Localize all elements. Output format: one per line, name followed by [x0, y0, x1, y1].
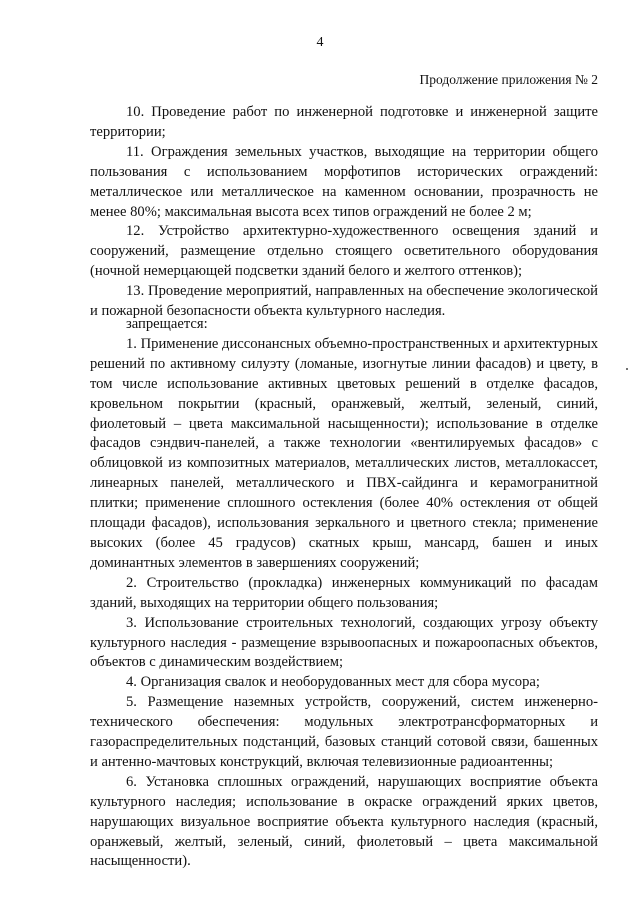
allowed-item-12: 12. Устройство архитектурно-художественного освещения зданий и сооружений, размещение отдельно стоящего осветительного оборудования (ночной немерцающей подсветки зданий белого и желтого оттенков); [90, 223, 598, 280]
allowed-items-section [90, 103, 598, 322]
page-number: 4 [316, 35, 324, 50]
prohibited-item-4: 4. Организация свалок и необорудованных мест для сбора мусора; [126, 674, 540, 691]
prohibited-item-5: 5. Размещение наземных устройств, сооружений, систем инженерно-технического обеспечения: модульных электротрансформаторных и газораспределительных подстанций, базовых станций сотовой связи, башенных и антенно-мачтовых конструкций, включая телевизионные радиоантенны; [90, 694, 598, 770]
allowed-item-11: 11. Ограждения земельных участков, выходящие на территории общего пользования с использованием морфотипов исторических ограждений: металлическое или металлическое на каменном основании, прозрачность не менее 80%; максимальная высота всех типов ограждений не более 2 м; [90, 143, 598, 220]
appendix-continuation-note: Продолжение приложения № 2 [419, 72, 598, 87]
prohibited-heading: запрещается: [126, 316, 208, 332]
prohibited-item-1: 1. Применение диссонансных объемно-пространственных и архитектурных решений по активному силуэту (ломаные, изогнутые линии фасадов) и цвету, в том числе использование активных цветовых решений в отделке фасадов, кровельном покрытии (красный, оранжевый, желтый, зеленый, синий, фиолетовый – цвета максимальной насыщенности); использование в отделке фасадов сэндвич-панелей, а также технологии «вентилируемых фасадов» с облицовкой из композитных материалов, металлических листов, металлокассет, линеарных панелей, металлического и ПВХ-сайдинга и керамогранитной плитки; применение сплошного остекления (более 40% остекления от общей площади фасадов), использования зеркального и цветного стекла; применение высоких (более 45 градусов) скатных крыш, мансард, башен и иных доминантных элементов в завершениях сооружений; [90, 335, 598, 571]
prohibited-items-section [90, 315, 598, 872]
margin-speck [626, 368, 628, 370]
allowed-item-10: 10. Проведение работ по инженерной подготовке и инженерной защите территории; [90, 104, 598, 140]
prohibited-item-3: 3. Использование строительных технологий, создающих угрозу объекту культурного наследия - размещение взрывоопасных и пожароопасных объектов, объектов с динамическим воздействием; [90, 614, 598, 671]
prohibited-item-6: 6. Установка сплошных ограждений, нарушающих восприятие объекта культурного наследия; использование в окраске ограждений ярких цветов, нарушающих визуальное восприятие объекта культурного наследия (красный, оранжевый, желтый, зеленый, синий, фиолетовый – цвета максимальной насыщенности). [90, 773, 598, 870]
allowed-item-13: 13. Проведение мероприятий, направленных на обеспечение экологической и пожарной безопасности объекта культурного наследия. [90, 283, 598, 320]
prohibited-item-2: 2. Строительство (прокладка) инженерных коммуникаций по фасадам зданий, выходящих на территории общего пользования; [90, 574, 598, 611]
